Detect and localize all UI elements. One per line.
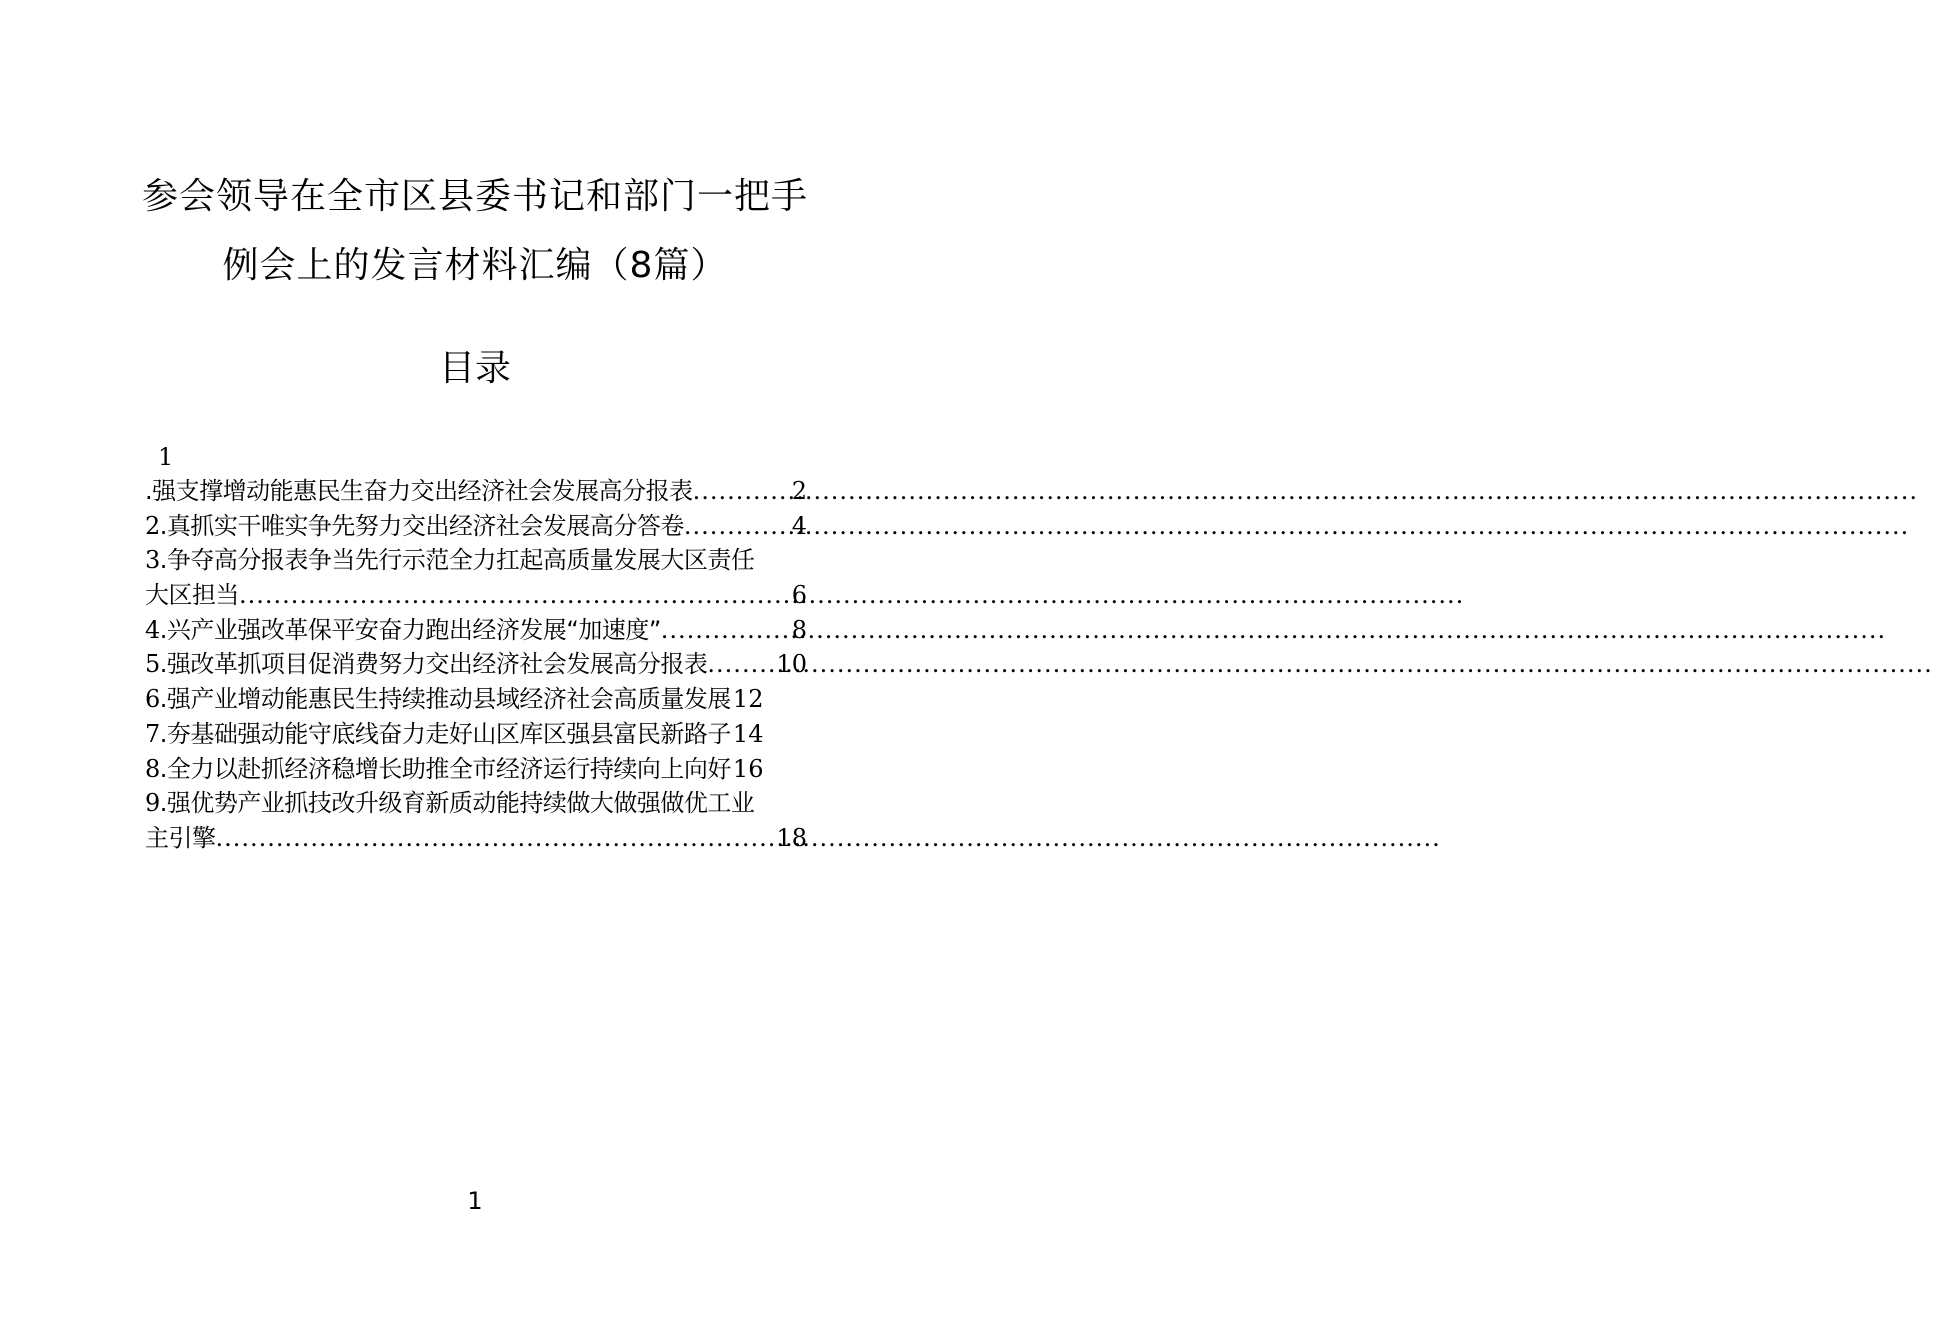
- toc-entry-1[interactable]: [145, 474, 807, 509]
- toc-entry-4[interactable]: [145, 613, 807, 648]
- toc-leader-dots: [684, 509, 790, 544]
- toc-entry-9[interactable]: [145, 786, 807, 855]
- toc-entry-5[interactable]: [145, 647, 807, 682]
- document-title-line-2: 例会上的发言材料汇编（8篇）: [222, 245, 728, 286]
- toc-entry-title: 6.强产业增动能惠民生持续推动县域经济社会高质量发展: [145, 685, 731, 714]
- toc-entry-page: 4: [791, 511, 807, 540]
- toc-entry-6[interactable]: [145, 682, 807, 717]
- toc-entry-title: 2.真抓实干唯实争先努力交出经济社会发展高分答卷: [145, 511, 684, 540]
- toc-leader-dots: [693, 474, 790, 509]
- toc-entry-title: 4.兴产业强改革保平安奋力跑出经济发展“加速度”: [145, 615, 661, 644]
- table-of-contents: [145, 440, 807, 856]
- toc-entry-title-continued: 主引擎: [145, 823, 216, 852]
- toc-entry-title: 5.强改革抓项目促消费努力交出经济社会发展高分报表: [145, 650, 708, 679]
- toc-heading: 目录: [438, 348, 511, 389]
- toc-entry-3[interactable]: [145, 543, 807, 612]
- toc-leader-dots: [707, 647, 774, 682]
- toc-entry-title: 9.强优势产业抓技改升级育新质动能持续做大做强做优工业: [145, 789, 755, 818]
- page-number: 1: [467, 1187, 483, 1215]
- toc-entry-page: 6: [791, 581, 807, 610]
- document-title-line-1: 参会领导在全市区县委书记和部门一把手: [141, 176, 808, 217]
- toc-entry-page: 16: [732, 754, 764, 783]
- toc-entry-8[interactable]: [145, 752, 807, 787]
- toc-entry-title: 8.全力以赴抓经济稳增长助推全市经济运行持续向上向好: [145, 754, 731, 783]
- toc-entry-title: 3.争夺高分报表争当先行示范全力扛起高质量发展大区责任: [145, 546, 755, 575]
- toc-leader-dots: [216, 821, 775, 856]
- toc-entry-title-continued: 大区担当: [145, 581, 239, 610]
- toc-entry-page: 8: [791, 615, 807, 644]
- toc-leader-dots: [239, 578, 790, 613]
- toc-entry-title: 7.夯基础强动能守底线奋力走好山区库区强县富民新路子: [145, 719, 731, 748]
- toc-entry-2[interactable]: [145, 509, 807, 544]
- toc-entry-page: 12: [732, 685, 764, 714]
- toc-entry-page: 14: [732, 719, 764, 748]
- toc-entry-7[interactable]: [145, 717, 807, 752]
- toc-entry-page: 18: [776, 823, 807, 852]
- toc-entry-1-number: 1: [158, 443, 174, 471]
- toc-entry-page: 10: [776, 650, 807, 679]
- toc-entry-title: .强支撑增动能惠民生奋力交出经济社会发展高分报表: [145, 477, 693, 505]
- toc-leader-dots: [661, 613, 790, 648]
- toc-entry-page: 2: [791, 477, 807, 505]
